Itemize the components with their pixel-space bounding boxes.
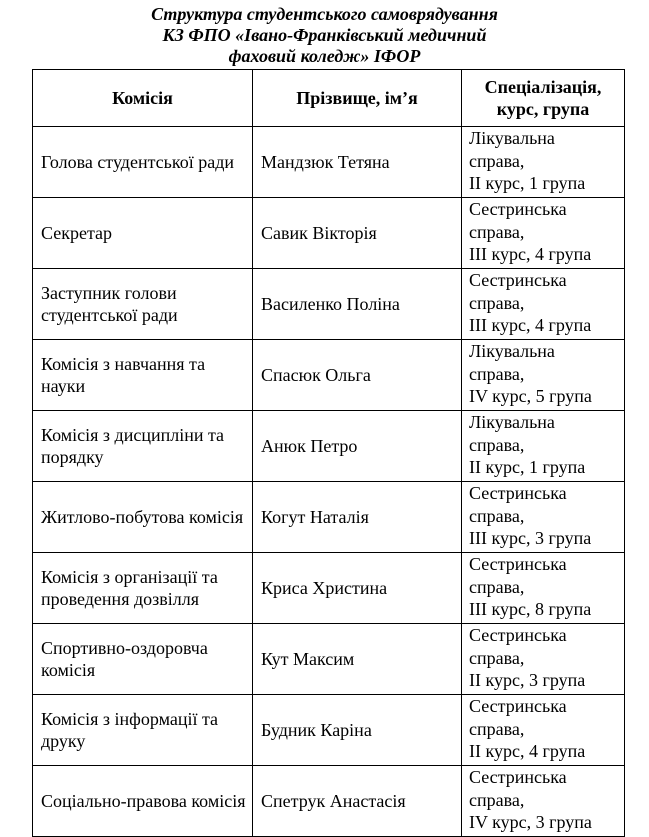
title-line-3: фаховий коледж» ІФОР <box>228 46 421 66</box>
specialization-line-1: Лікувальна <box>469 341 555 361</box>
specialization-line-1: Лікувальна <box>469 412 555 432</box>
commission-cell: Комісія з навчання та науки <box>33 340 253 411</box>
specialization-line-2: справа, <box>469 363 525 384</box>
specialization-cell <box>462 411 625 482</box>
table-row <box>33 269 625 340</box>
specialization-line-1: Сестринська <box>469 625 567 645</box>
table-row <box>33 340 625 411</box>
specialization-line-1: Лікувальна <box>469 128 555 148</box>
document-title <box>0 4 649 67</box>
title-line-1: Структура студентського самоврядування <box>151 4 498 24</box>
specialization-line-3: ІІ курс, 1 група <box>469 457 586 477</box>
specialization-line-1: Сестринська <box>469 483 567 503</box>
table-row <box>33 553 625 624</box>
specialization-line-2: справа, <box>469 505 525 526</box>
specialization-line-3: IV курс, 3 група <box>469 812 592 832</box>
specialization-line-3: ІІІ курс, 4 група <box>469 244 592 264</box>
specialization-line-3: ІІІ курс, 8 група <box>469 599 592 619</box>
specialization-cell <box>462 127 625 198</box>
name-cell: Будник Каріна <box>253 695 462 766</box>
specialization-line-1: Сестринська <box>469 199 567 219</box>
specialization-cell <box>462 695 625 766</box>
commission-cell: Голова студентської ради <box>33 127 253 198</box>
commission-cell: Соціально-правова комісія <box>33 766 253 837</box>
specialization-line-3: ІІ курс, 1 група <box>469 173 586 193</box>
name-cell: Когут Наталія <box>253 482 462 553</box>
specialization-line-1: Сестринська <box>469 270 567 290</box>
specialization-line-1: Сестринська <box>469 767 567 787</box>
specialization-line-2: справа, <box>469 221 525 242</box>
name-cell: Василенко Поліна <box>253 269 462 340</box>
specialization-line-2: справа, <box>469 576 525 597</box>
specialization-line-3: IV курс, 5 група <box>469 386 592 406</box>
specialization-line-1: Сестринська <box>469 554 567 574</box>
table-header-row <box>33 70 625 127</box>
commission-cell: Житлово-побутова комісія <box>33 482 253 553</box>
name-cell: Спетрук Анастасія <box>253 766 462 837</box>
specialization-line-2: справа, <box>469 789 525 810</box>
table-row <box>33 198 625 269</box>
specialization-line-2: справа, <box>469 434 525 455</box>
specialization-line-3: ІІІ курс, 4 група <box>469 315 592 335</box>
specialization-line-3: ІІ курс, 4 група <box>469 741 586 761</box>
name-cell: Анюк Петро <box>253 411 462 482</box>
specialization-cell <box>462 553 625 624</box>
commission-cell: Комісія з організації та проведення дозвілля <box>33 553 253 624</box>
commission-cell: Спортивно-оздоровча комісія <box>33 624 253 695</box>
table-row <box>33 624 625 695</box>
specialization-line-3: ІІ курс, 3 група <box>469 670 586 690</box>
header-name: Прізвище, ім’я <box>253 70 462 127</box>
name-cell: Савик Вікторія <box>253 198 462 269</box>
name-cell: Криса Христина <box>253 553 462 624</box>
specialization-cell <box>462 766 625 837</box>
header-spec-line-1: Спеціалізація, <box>484 77 602 97</box>
student-government-table <box>32 69 625 837</box>
specialization-cell <box>462 482 625 553</box>
table-row <box>33 482 625 553</box>
specialization-cell <box>462 624 625 695</box>
name-cell: Спасюк Ольга <box>253 340 462 411</box>
specialization-line-2: справа, <box>469 292 525 313</box>
header-specialization <box>462 70 625 127</box>
specialization-cell <box>462 198 625 269</box>
table-row <box>33 766 625 837</box>
specialization-cell <box>462 340 625 411</box>
header-spec-line-2: курс, група <box>496 99 590 119</box>
table-row <box>33 127 625 198</box>
commission-cell: Заступник голови студентської ради <box>33 269 253 340</box>
specialization-line-3: ІІІ курс, 3 група <box>469 528 592 548</box>
commission-cell: Секретар <box>33 198 253 269</box>
commission-cell: Комісія з дисципліни та порядку <box>33 411 253 482</box>
specialization-line-2: справа, <box>469 718 525 739</box>
title-line-2: КЗ ФПО «Івано-Франківський медичний <box>162 25 487 45</box>
name-cell: Мандзюк Тетяна <box>253 127 462 198</box>
table-row <box>33 411 625 482</box>
header-commission: Комісія <box>33 70 253 127</box>
table-row <box>33 695 625 766</box>
name-cell: Кут Максим <box>253 624 462 695</box>
specialization-cell <box>462 269 625 340</box>
specialization-line-2: справа, <box>469 150 525 171</box>
commission-cell: Комісія з інформації та друку <box>33 695 253 766</box>
specialization-line-2: справа, <box>469 647 525 668</box>
specialization-line-1: Сестринська <box>469 696 567 716</box>
